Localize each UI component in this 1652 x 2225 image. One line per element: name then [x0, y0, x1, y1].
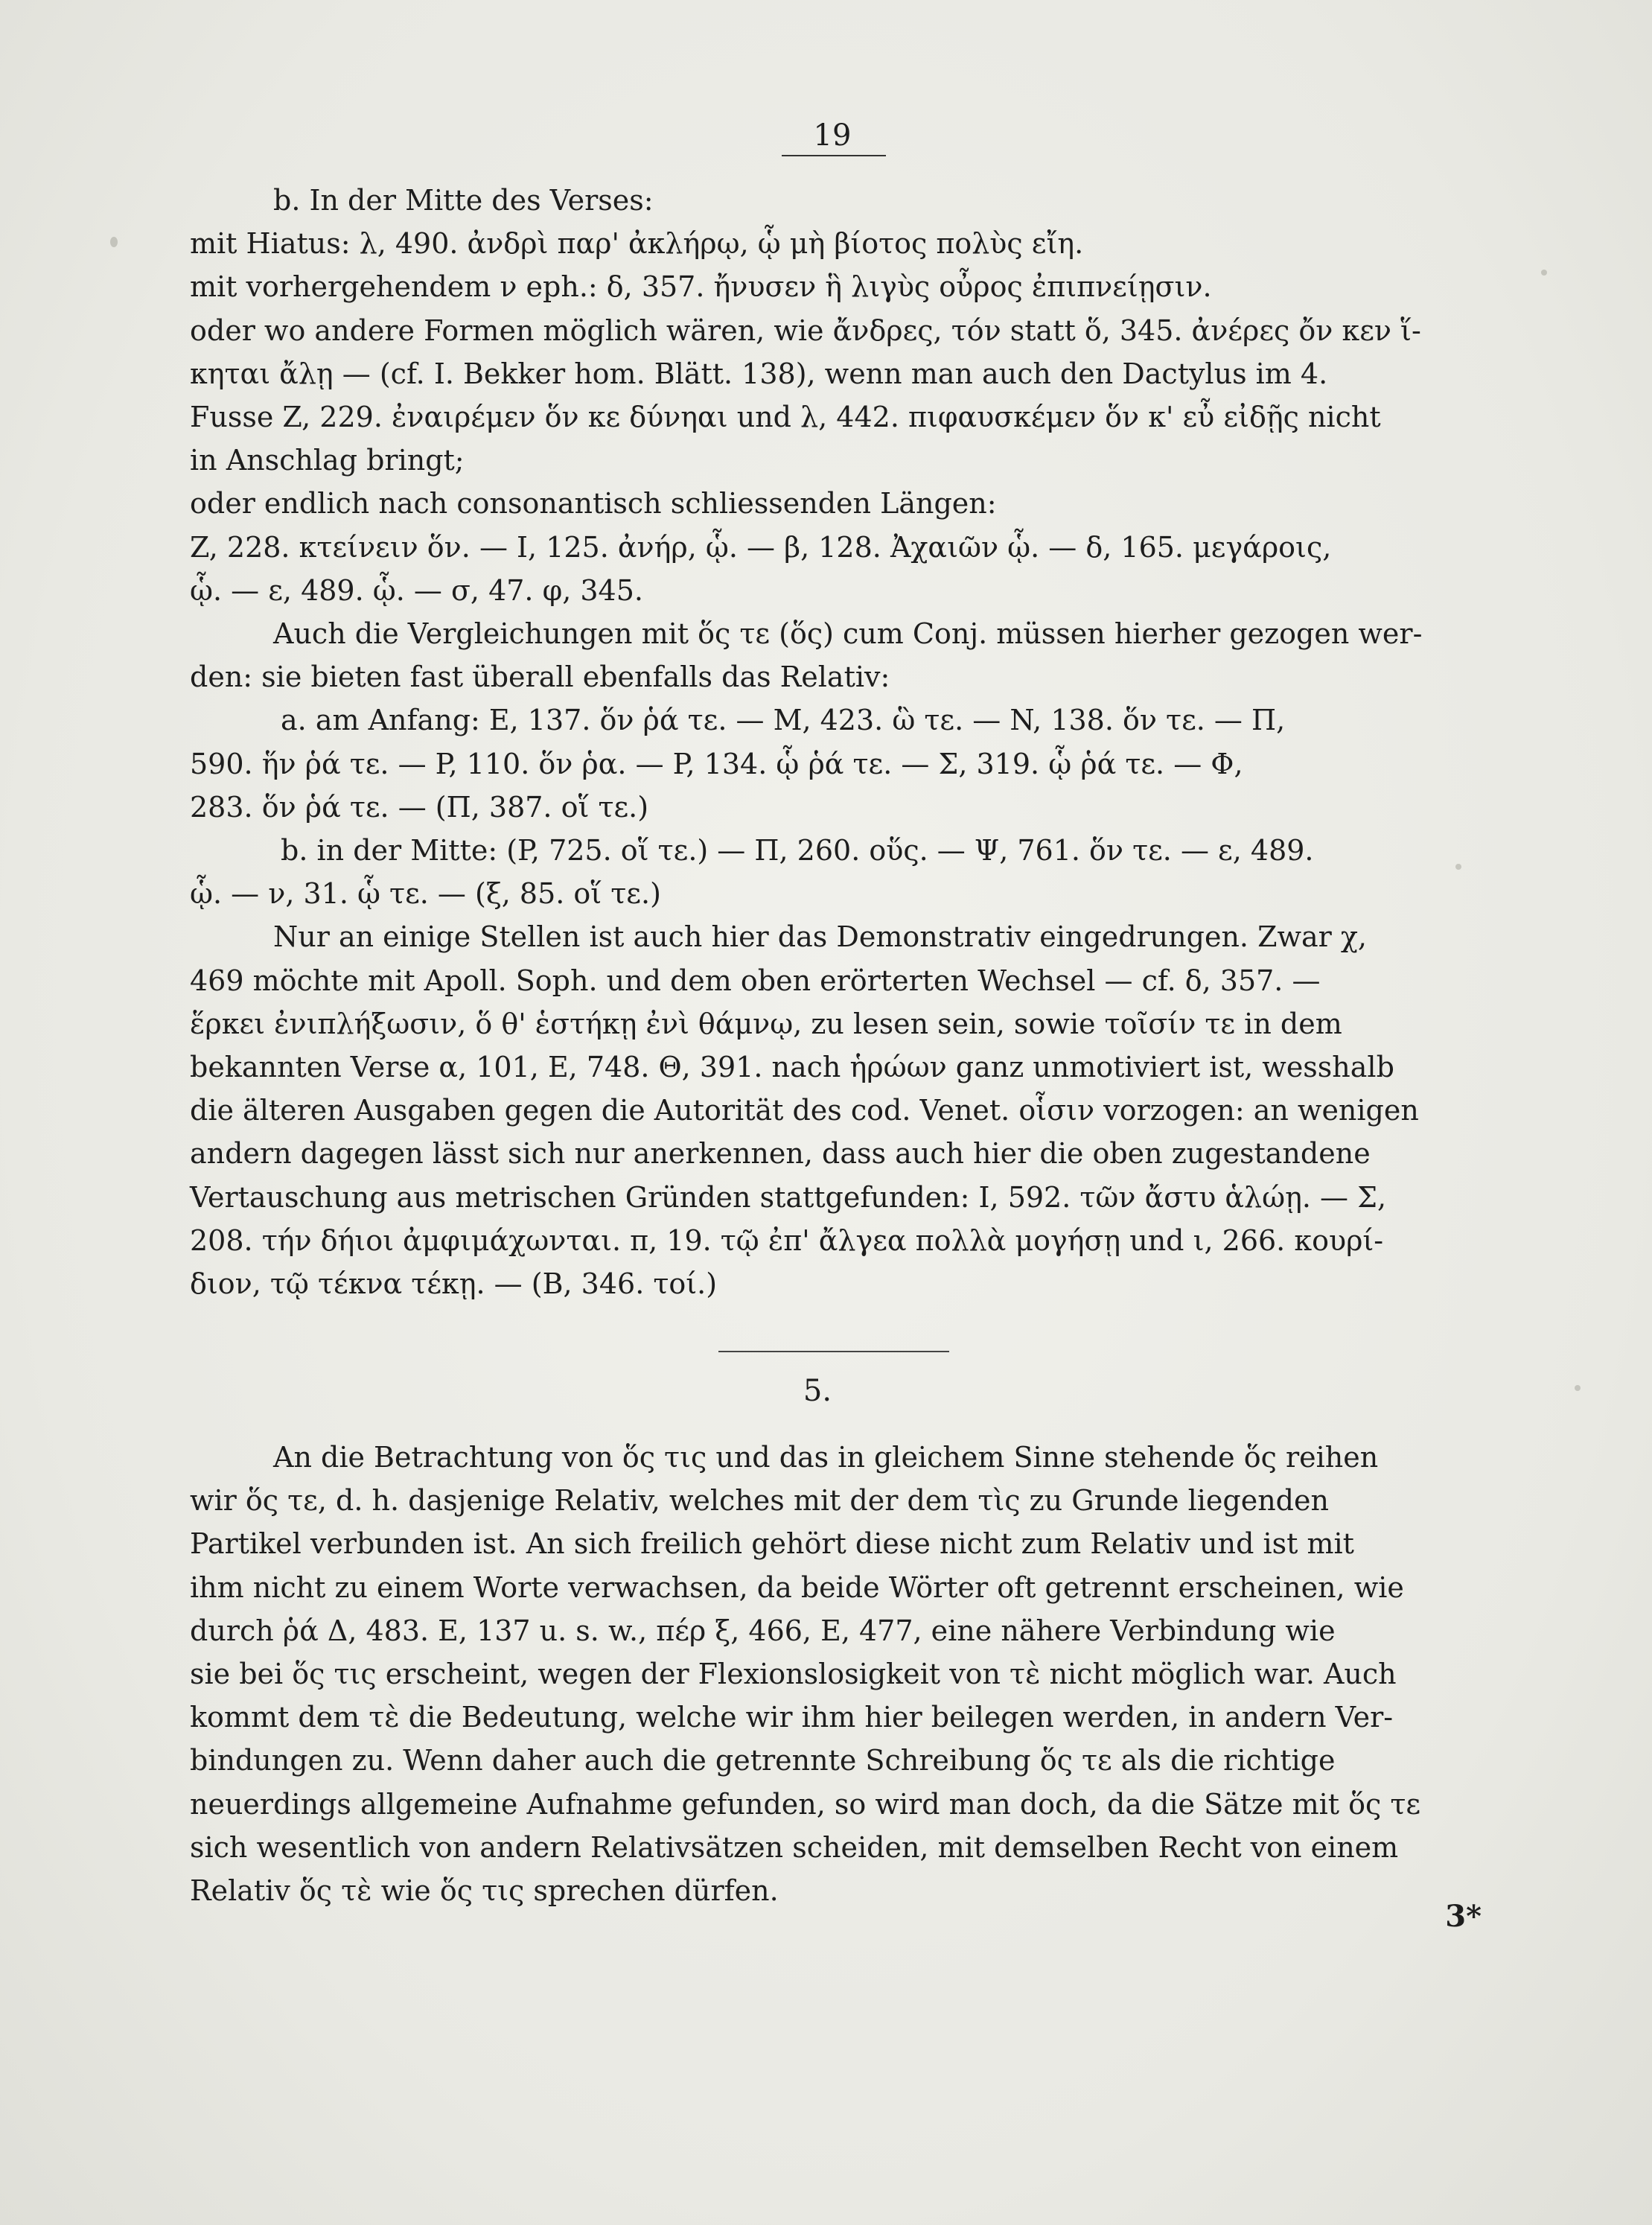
text-line: 283. ὅν ῥά τε. — (Π, 387. οἵ τε.)	[190, 790, 649, 824]
paragraph-comparisons	[190, 612, 1441, 915]
paragraph-os-te	[190, 1436, 1441, 1912]
paragraph-demonstrative	[190, 915, 1441, 1305]
text-line: κηται ἄλῃ — (cf. I. Bekker hom. Blätt. 138), wenn man auch den Dactylus im 4.	[190, 357, 1328, 390]
text-line: Relativ ὅς τὲ wie ὅς τις sprechen dürfen.	[190, 1874, 779, 1908]
text-line: Nur an einige Stellen ist auch hier das Demonstrativ eingedrungen. Zwar χ,	[273, 920, 1368, 954]
text-line: in Anschlag bringt;	[190, 444, 465, 477]
text-line: mit Hiatus: λ, 490. ἀνδρὶ παρ' ἀκλήρῳ, ᾧ μὴ βίοτος πολὺς εἴη.	[190, 227, 1084, 261]
text-line: den: sie bieten fast überall ebenfalls das Relativ:	[190, 661, 890, 694]
signature-mark: 3*	[1445, 1899, 1482, 1934]
text-line: sich wesentlich von andern Relativsätzen scheiden, mit demselben Recht von einem	[190, 1830, 1399, 1864]
text-line: bekannten Verse α, 101, E, 748. Θ, 391. nach ἡρώων ganz unmotiviert ist, wesshalb	[190, 1051, 1394, 1084]
text-line: bindungen zu. Wenn daher auch die getrennte Schreibung ὅς τε als die richtige	[190, 1744, 1336, 1777]
page-number: 19	[813, 118, 852, 153]
text-line: durch ῥά Δ, 483. E, 137 u. s. w., πέρ ξ, 466, E, 477, eine nähere Verbindung wie	[190, 1614, 1336, 1647]
text-line: 469 möchte mit Apoll. Soph. und dem oben erörterten Wechsel — cf. δ, 357. —	[190, 964, 1321, 997]
page-number-rule	[782, 155, 886, 156]
text-line: b. in der Mitte: (P, 725. οἵ τε.) — Π, 260. οὕς. — Ψ, 761. ὅν τε. — ε, 489.	[281, 834, 1314, 868]
text-line: oder endlich nach consonantisch schliessenden Längen:	[190, 487, 997, 521]
text-line: ᾧ. — ε, 489. ᾧ. — σ, 47. φ, 345.	[190, 573, 643, 607]
section-number: 5.	[803, 1374, 832, 1408]
ink-speck	[1455, 864, 1461, 870]
body-text	[190, 179, 1441, 1305]
text-line: Auch die Vergleichungen mit ὅς τε (ὅς) cum Conj. müssen hierher gezogen wer-	[273, 617, 1423, 651]
ink-speck	[110, 237, 118, 247]
text-line: kommt dem τὲ die Bedeutung, welche wir ihm hier beilegen werden, in andern Ver-	[190, 1701, 1394, 1734]
text-line: ᾧ. — ν, 31. ᾧ τε. — (ξ, 85. οἵ τε.)	[190, 877, 661, 911]
body-text-section-5	[190, 1436, 1441, 1912]
text-line: ihm nicht zu einem Worte verwachsen, da beide Wörter oft getrennt erscheinen, wie	[190, 1570, 1404, 1604]
text-line: b. In der Mitte des Verses:	[273, 184, 654, 217]
text-line: Z, 228. κτείνειν ὅν. — I, 125. ἀνήρ, ᾧ. — β, 128. Ἀχαιῶν ᾧ. — δ, 165. μεγάροις,	[190, 530, 1332, 564]
text-line: die älteren Ausgaben gegen die Autorität des cod. Venet. οἷσιν vorzogen: an wenigen	[190, 1094, 1419, 1127]
text-line: sie bei ὅς τις erscheint, wegen der Flexionslosigkeit von τὲ nicht möglich war. Auch	[190, 1658, 1397, 1691]
text-line: wir ὅς τε, d. h. dasjenige Relativ, welches mit der dem τὶς zu Grunde liegenden	[190, 1484, 1329, 1518]
text-line: oder wo andere Formen möglich wären, wie ἄνδρες, τόν statt ὅ, 345. ἀνέρες ὄν κεν ἵ-	[190, 313, 1421, 347]
section-rule	[718, 1351, 949, 1352]
text-line: andern dagegen lässt sich nur anerkennen, dass auch hier die oben zugestandene	[190, 1137, 1371, 1171]
text-line: Vertauschung aus metrischen Gründen stattgefunden: I, 592. τῶν ἄστυ ἁλώῃ. — Σ,	[190, 1180, 1387, 1214]
ink-speck	[1575, 1385, 1581, 1391]
text-line: Fusse Z, 229. ἐναιρέμεν ὅν κε δύνηαι und λ, 442. πιφαυσκέμεν ὅν κ' εὖ εἰδῇς nicht	[190, 401, 1381, 434]
text-line: 208. τήν δήιοι ἀμφιμάχωνται. π, 19. τῷ ἐπ' ἄλγεα πολλὰ μογήσῃ und ι, 266. κουρί-	[190, 1223, 1384, 1257]
ink-speck	[1541, 270, 1547, 276]
text-line: a. am Anfang: E, 137. ὅν ῥά τε. — M, 423. ὣ τε. — N, 138. ὅν τε. — Π,	[281, 704, 1286, 737]
text-line: An die Betrachtung von ὅς τις und das in gleichem Sinne stehende ὅς reihen	[273, 1441, 1379, 1474]
text-line: mit vorhergehendem ν eph.: δ, 357. ἤνυσεν ἣ λιγὺς οὖρος ἐπιπνείῃσιν.	[190, 270, 1212, 304]
text-line: διον, τῷ τέκνα τέκῃ. — (B, 346. τοί.)	[190, 1267, 718, 1301]
paragraph-verse-middle	[190, 179, 1441, 612]
text-line: 590. ἥν ῥά τε. — P, 110. ὅν ῥα. — P, 134. ᾧ ῥά τε. — Σ, 319. ᾧ ῥά τε. — Φ,	[190, 747, 1243, 780]
text-line: ἕρκει ἐνιπλήξωσιν, ὅ θ' ἑστήκῃ ἐνὶ θάμνῳ, zu lesen sein, sowie τοῖσίν τε in dem	[190, 1007, 1342, 1040]
text-line: neuerdings allgemeine Aufnahme gefunden, so wird man doch, da die Sätze mit ὅς τε	[190, 1787, 1421, 1821]
text-line: Partikel verbunden ist. An sich freilich gehört diese nicht zum Relativ und ist mit	[190, 1527, 1354, 1561]
